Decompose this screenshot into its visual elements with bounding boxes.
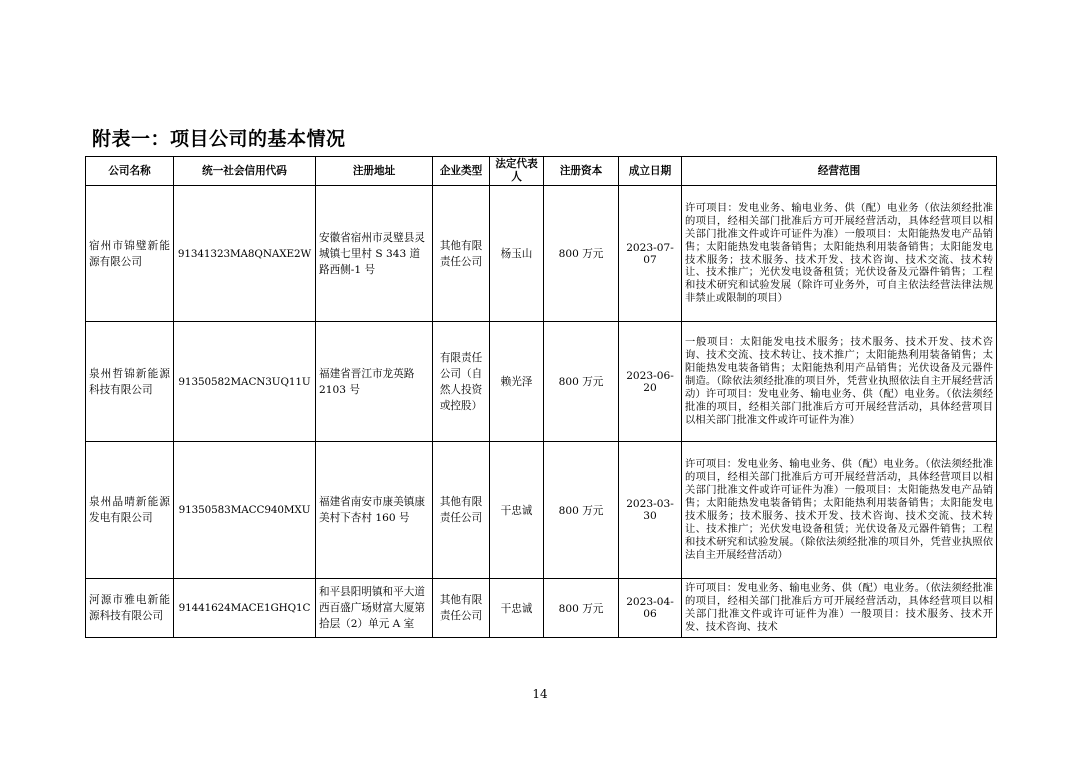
capital-cell: 800 万元 [544,442,619,579]
header-company-type: 企业类型 [433,157,490,186]
founded-date-cell: 2023-03-30 [619,442,682,579]
business-scope-cell: 许可项目：发电业务、输电业务、供（配）电业务（依法须经批准的项目，经相关部门批准后方可开展经营活动，具体经营项目以相关部门批准文件或许可证件为准）一般项目：太阳能热发电产品销售；太阳能热发电装备销售；太阳能热利用装备销售；太阳能发电技术服务；技术服务、技术开发、技术咨询、技术交流、技术转让、技术推广；光伏发电设备租赁；光伏设备及元器件销售；工程和技术研究和试验发展（除许可业务外，可自主依法经营法律法规非禁止或限制的项目） [682,186,997,322]
credit-code-cell: 91350582MACN3UQ11U [174,322,316,442]
header-business-scope: 经营范围 [682,157,997,186]
founded-date-cell: 2023-04-06 [619,579,682,638]
capital-cell: 800 万元 [544,322,619,442]
capital-cell: 800 万元 [544,579,619,638]
company-name-cell: 泉州晶晴新能源发电有限公司 [86,442,174,579]
page-number: 14 [532,687,548,701]
capital-cell: 800 万元 [544,186,619,322]
legal-rep-cell: 干忠诚 [490,579,544,638]
company-type-cell: 有限责任公司（自然人投资或控股） [433,322,490,442]
header-capital: 注册资本 [544,157,619,186]
table-row [86,186,997,322]
legal-rep-cell: 干忠诚 [490,442,544,579]
table-row [86,322,997,442]
credit-code-cell: 91341323MA8QNAXE2W [174,186,316,322]
table-header-row [86,157,997,186]
company-type-cell: 其他有限责任公司 [433,579,490,638]
header-company-name: 公司名称 [86,157,174,186]
address-cell: 福建省晋江市龙英路 2103 号 [316,322,433,442]
founded-date-cell: 2023-07-07 [619,186,682,322]
business-scope-cell: 一般项目：太阳能发电技术服务；技术服务、技术开发、技术咨询、技术交流、技术转让、技术推广；太阳能热利用装备销售；太阳能热发电装备销售；太阳能热利用产品销售；光伏设备及元器件制造。（除依法须经批准的项目外，凭营业执照依法自主开展经营活动）许可项目：发电业务、输电业务、供（配）电业务。（依法须经批准的项目，经相关部门批准后方可开展经营活动，具体经营项目以相关部门批准文件或许可证件为准） [682,322,997,442]
company-name-cell: 泉州哲锦新能源科技有限公司 [86,322,174,442]
address-cell: 和平县阳明镇和平大道西百盛广场财富大厦第拾层（2）单元 A 室 [316,579,433,638]
company-type-cell: 其他有限责任公司 [433,186,490,322]
header-address: 注册地址 [316,157,433,186]
header-credit-code: 统一社会信用代码 [174,157,316,186]
credit-code-cell: 91350583MACC940MXU [174,442,316,579]
legal-rep-cell: 赖光泽 [490,322,544,442]
founded-date-cell: 2023-06-20 [619,322,682,442]
address-cell: 福建省南安市康美镇康美村下杏村 160 号 [316,442,433,579]
credit-code-cell: 91441624MACE1GHQ1C [174,579,316,638]
business-scope-cell: 许可项目：发电业务、输电业务、供（配）电业务。（依法须经批准的项目，经相关部门批准后方可开展经营活动，具体经营项目以相关部门批准文件或许可证件为准）一般项目：太阳能热发电产品销售；太阳能热发电装备销售；太阳能热利用装备销售；太阳能发电技术服务；技术服务、技术开发、技术咨询、技术交流、技术转让、技术推广；光伏发电设备租赁；光伏设备及元器件销售；工程和技术研究和试验发展。（除依法须经批准的项目外，凭营业执照依法自主开展经营活动） [682,442,997,579]
page-title: 附表一：项目公司的基本情况 [92,128,346,150]
header-legal-rep: 法定代表人 [490,157,544,186]
header-founded-date: 成立日期 [619,157,682,186]
table-row [86,579,997,638]
company-type-cell: 其他有限责任公司 [433,442,490,579]
company-name-cell: 宿州市锦璧新能源有限公司 [86,186,174,322]
address-cell: 安徽省宿州市灵璧县灵城镇七里村 S 343 道路西侧-1 号 [316,186,433,322]
legal-rep-cell: 杨玉山 [490,186,544,322]
business-scope-cell: 许可项目：发电业务、输电业务、供（配）电业务。（依法须经批准的项目，经相关部门批准后方可开展经营活动，具体经营项目以相关部门批准文件或许可证件为准）一般项目：技术服务、技术开发、技术咨询、技术 [682,579,997,638]
company-name-cell: 河源市雅电新能源科技有限公司 [86,579,174,638]
company-info-table [85,156,997,638]
table-row [86,442,997,579]
